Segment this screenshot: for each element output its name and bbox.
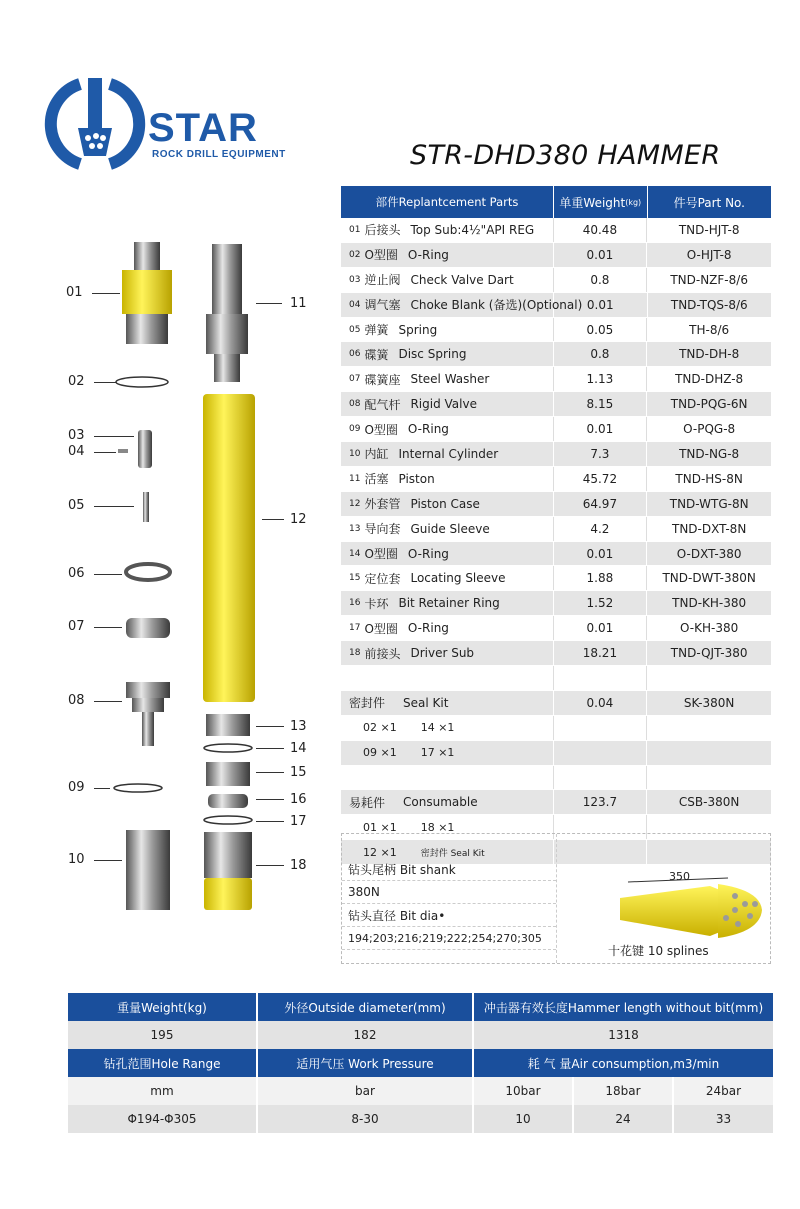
part-cn-name: 后接头 xyxy=(364,223,401,238)
rigid-valve-part xyxy=(126,682,170,746)
part-cn-name: 调气塞 xyxy=(364,298,401,313)
star-logo xyxy=(40,72,290,172)
bit-dia-label: 钻头直径 Bit dia• xyxy=(342,904,556,927)
spec-hole-range: Φ194-Φ305 xyxy=(68,1105,258,1133)
part-weight: 1.52 xyxy=(554,591,648,615)
part-label-17: 17 xyxy=(290,814,307,829)
part-label-06: 06 xyxy=(68,566,85,581)
part-no: TND-DHZ-8 xyxy=(675,372,744,387)
choke-blank-part xyxy=(118,449,128,453)
spec-header-row xyxy=(68,993,773,1021)
leader-line xyxy=(256,865,284,866)
part-name-cell xyxy=(341,591,554,615)
table-row xyxy=(341,566,771,591)
part-number: 17 xyxy=(349,623,361,634)
part-cn-name: 碟簧 xyxy=(364,347,389,362)
part-cn-name: 内缸 xyxy=(364,447,389,462)
leader-line xyxy=(94,506,134,507)
parts-table xyxy=(341,186,771,865)
leader-line xyxy=(256,772,284,773)
part-weight: 0.01 xyxy=(554,616,648,640)
part-en-name: Steel Washer xyxy=(410,372,490,387)
part-number: 04 xyxy=(349,299,361,310)
part-number: 07 xyxy=(349,374,361,385)
table-row xyxy=(341,342,771,367)
part-cn-name: 逆止阀 xyxy=(364,273,401,288)
part-name-cell xyxy=(341,641,554,665)
table-row xyxy=(341,442,771,467)
part-name-cell xyxy=(341,218,554,242)
leader-line xyxy=(94,788,110,789)
leader-line xyxy=(94,627,122,628)
part-number: 10 xyxy=(349,448,361,459)
part-label-11: 11 xyxy=(290,296,307,311)
part-number: 03 xyxy=(349,274,361,285)
part-name-cell xyxy=(341,517,554,541)
part-name-cell xyxy=(341,467,554,491)
part-cn-name: 前接头 xyxy=(364,646,401,661)
part-weight: 4.2 xyxy=(554,517,648,541)
table-row xyxy=(341,268,771,293)
table-row xyxy=(341,766,771,791)
part-weight: 0.01 xyxy=(554,293,648,317)
part-en-name: Piston Case xyxy=(410,496,480,511)
part-no: TND-HJT-8 xyxy=(678,222,740,237)
table-row xyxy=(341,467,771,492)
part-number: 08 xyxy=(349,399,361,410)
part-en-name: Piston xyxy=(398,471,435,486)
part-cn-name: 弹簧 xyxy=(364,323,389,337)
part-cn-name: O型圈 xyxy=(364,248,398,263)
leader-line xyxy=(256,726,284,727)
drill-bit-image xyxy=(610,870,770,940)
table-row xyxy=(341,591,771,616)
part-en-name: Locating Sleeve xyxy=(410,571,506,586)
check-valve-part xyxy=(138,430,152,468)
spec-header-pressure: 适用气压 Work Pressure xyxy=(258,1049,474,1077)
part-no: O-KH-380 xyxy=(680,621,739,636)
part-label-09: 09 xyxy=(68,780,85,795)
spec-air-24bar: 33 xyxy=(674,1105,773,1133)
spring-part xyxy=(143,492,149,522)
part-label-01: 01 xyxy=(66,285,83,300)
part-en-name: Driver Sub xyxy=(410,646,475,661)
spec-length: 1318 xyxy=(474,1021,773,1049)
part-weight: 45.72 xyxy=(554,467,648,491)
part-weight: 18.21 xyxy=(554,641,648,665)
spec-unit: bar xyxy=(258,1077,474,1105)
logo-tagline: ROCK DRILL EQUIPMENT xyxy=(152,149,286,160)
part-name-cell xyxy=(341,367,554,391)
leader-line xyxy=(256,748,284,749)
part-label-05: 05 xyxy=(68,498,85,513)
part-number: 06 xyxy=(349,349,361,360)
part-en-name: Check Valve Dart xyxy=(410,272,514,287)
part-no: TH-8/6 xyxy=(689,322,730,337)
part-label-03: 03 xyxy=(68,428,85,443)
o-ring-part xyxy=(116,377,168,387)
part-en-name: Rigid Valve xyxy=(410,397,477,412)
part-weight: 40.48 xyxy=(554,218,648,242)
table-row xyxy=(341,367,771,392)
part-en-name: O-Ring xyxy=(407,247,449,262)
table-row xyxy=(341,641,771,666)
table-row xyxy=(341,318,771,343)
table-row xyxy=(341,392,771,417)
part-number: 05 xyxy=(349,324,361,335)
part-cn-name: 卡环 xyxy=(364,596,389,611)
part-number: 14 xyxy=(349,548,361,559)
spec-unit: mm xyxy=(68,1077,258,1105)
bit-shank-label: 钻头尾柄 Bit shank xyxy=(342,858,556,881)
spec-unit-row xyxy=(68,1077,773,1105)
piston-case-part xyxy=(203,394,255,702)
part-en-name: Choke Blank (备选)(Optional) xyxy=(410,298,583,313)
leader-line xyxy=(94,452,116,453)
bit-splines-label: 十花键 10 splines xyxy=(608,944,709,958)
part-label-15: 15 xyxy=(290,765,307,780)
part-no: TND-DWT-380N xyxy=(662,571,756,586)
part-weight: 0.01 xyxy=(554,542,648,566)
spec-air-10bar: 10 xyxy=(474,1105,574,1133)
driver-sub-part xyxy=(204,832,252,910)
spec-table xyxy=(68,993,773,1133)
part-cn-name: O型圈 xyxy=(364,621,398,636)
part-number: 11 xyxy=(349,473,361,484)
part-name-cell xyxy=(341,342,554,366)
spec-pressure: 8-30 xyxy=(258,1105,474,1133)
part-no: TND-PQG-6N xyxy=(670,397,748,412)
parts-table-header xyxy=(341,186,771,218)
leader-line xyxy=(94,382,116,383)
spec-header-diameter: 外径Outside diameter(mm) xyxy=(258,993,474,1021)
spec-header-length: 冲击器有效长度Hammer length without bit(mm) xyxy=(474,993,773,1021)
part-no: TND-HS-8N xyxy=(675,471,743,486)
part-no: TND-NG-8 xyxy=(679,446,740,461)
seal-kit-en: Seal Kit xyxy=(403,695,449,710)
parts-rows xyxy=(341,218,771,666)
o-ring-part xyxy=(204,816,252,824)
part-cn-name: O型圈 xyxy=(364,422,398,437)
seal-kit-row xyxy=(341,691,771,716)
part-label-14: 14 xyxy=(290,741,307,756)
part-en-name: Bit Retainer Ring xyxy=(398,596,500,611)
part-number: 16 xyxy=(349,598,361,609)
part-label-12: 12 xyxy=(290,512,307,527)
part-en-name: Spring xyxy=(398,322,438,337)
part-en-name: Disc Spring xyxy=(398,347,467,362)
part-no: O-PQG-8 xyxy=(683,422,736,437)
part-weight: 0.01 xyxy=(554,417,648,441)
part-name-cell xyxy=(341,417,554,441)
part-number: 02 xyxy=(349,249,361,260)
part-name-cell xyxy=(341,392,554,416)
consumable-item: 18 ×1 xyxy=(420,820,455,834)
spec-unit: 18bar xyxy=(574,1077,674,1105)
part-cn-name: 活塞 xyxy=(364,472,389,487)
seal-kit-item: 09 ×1 xyxy=(363,746,397,760)
part-weight: 1.13 xyxy=(554,367,648,391)
steel-washer-part xyxy=(126,618,170,638)
leader-line xyxy=(94,860,122,861)
logo-name: STAR xyxy=(148,106,258,150)
part-weight: 0.8 xyxy=(554,268,648,292)
bit-dimension: 350 xyxy=(669,870,690,883)
part-label-08: 08 xyxy=(68,693,85,708)
part-label-13: 13 xyxy=(290,719,307,734)
spec-unit: 10bar xyxy=(474,1077,574,1105)
table-row xyxy=(341,517,771,542)
part-name-cell xyxy=(341,268,554,292)
header-part-no: 件号Part No. xyxy=(673,195,745,210)
consumable-item: 12 ×1 xyxy=(363,845,397,859)
table-row xyxy=(341,243,771,268)
table-row xyxy=(341,492,771,517)
locating-sleeve-part xyxy=(206,762,250,786)
part-number: 09 xyxy=(349,424,361,435)
leader-line xyxy=(94,701,122,702)
part-cn-name: 定位套 xyxy=(364,571,401,586)
exploded-parts-diagram xyxy=(0,230,340,930)
o-ring-part xyxy=(114,784,162,792)
table-row xyxy=(341,218,771,243)
bit-shank-value: 380N xyxy=(342,881,556,904)
spec-value-row xyxy=(68,1105,773,1133)
table-row xyxy=(341,542,771,567)
header-weight xyxy=(554,186,648,218)
disc-spring-part xyxy=(126,564,170,580)
part-no: O-HJT-8 xyxy=(686,247,732,262)
part-weight: 0.05 xyxy=(554,318,648,342)
bit-dia-value: 194;203;216;219;222;254;270;305 xyxy=(342,927,556,950)
part-no: TND-QJT-380 xyxy=(670,646,748,661)
spec-header-row xyxy=(68,1049,773,1077)
part-en-name: Top Sub:4½"API REG xyxy=(410,222,535,237)
leader-line xyxy=(92,293,120,294)
part-number: 18 xyxy=(349,648,361,659)
spec-header-air: 耗 气 量Air consumption,m3/min xyxy=(474,1049,773,1077)
part-cn-name: 碟簧座 xyxy=(364,372,401,387)
part-en-name: Internal Cylinder xyxy=(398,446,499,461)
page-title: STR-DHD380 HAMMER xyxy=(410,140,721,171)
part-number: 13 xyxy=(349,523,361,534)
consumable-cn: 易耗件 xyxy=(349,795,386,810)
drill-bit-logo-icon xyxy=(40,72,150,172)
table-row xyxy=(341,293,771,318)
part-name-cell xyxy=(341,442,554,466)
part-cn-name: 配气杆 xyxy=(364,397,401,412)
part-no: TND-WTG-8N xyxy=(669,496,749,511)
bit-retainer-ring-part xyxy=(208,794,248,808)
part-no: TND-DXT-8N xyxy=(672,521,747,536)
part-cn-name: O型圈 xyxy=(364,547,398,562)
part-label-07: 07 xyxy=(68,619,85,634)
part-no: TND-NZF-8/6 xyxy=(670,272,748,287)
top-sub-part xyxy=(122,242,172,344)
table-row xyxy=(341,666,771,691)
part-label-02: 02 xyxy=(68,374,85,389)
spec-value-row xyxy=(68,1021,773,1049)
table-row xyxy=(341,716,771,741)
consumable-item: 01 ×1 xyxy=(363,820,397,834)
piston-part xyxy=(206,244,248,382)
part-cn-name: 外套管 xyxy=(364,497,401,512)
table-row xyxy=(341,616,771,641)
leader-line xyxy=(256,821,284,822)
spec-header-hole-range: 钻孔范围Hole Range xyxy=(68,1049,258,1077)
guide-sleeve-part xyxy=(206,714,250,736)
consumable-row xyxy=(341,790,771,815)
part-no: TND-TQS-8/6 xyxy=(670,297,748,312)
consumable-en: Consumable xyxy=(403,795,478,810)
table-row xyxy=(341,417,771,442)
leader-line xyxy=(94,436,134,437)
part-name-cell xyxy=(341,318,554,342)
part-no: O-DXT-380 xyxy=(676,546,742,561)
leader-line xyxy=(94,574,122,575)
part-weight: 64.97 xyxy=(554,492,648,516)
part-weight: 0.01 xyxy=(554,243,648,267)
part-label-04: 04 xyxy=(68,444,85,459)
spec-weight: 195 xyxy=(68,1021,258,1049)
part-en-name: O-Ring xyxy=(407,546,449,561)
part-weight: 7.3 xyxy=(554,442,648,466)
part-label-16: 16 xyxy=(290,792,307,807)
spec-header-weight: 重量Weight(kg) xyxy=(68,993,258,1021)
part-en-name: O-Ring xyxy=(407,621,449,636)
seal-kit-item: 17 ×1 xyxy=(420,746,455,760)
header-weight-unit: (kg) xyxy=(625,197,642,207)
header-weight-label: 单重Weight xyxy=(559,195,626,210)
part-no: TND-KH-380 xyxy=(672,596,747,611)
spec-diameter: 182 xyxy=(258,1021,474,1049)
table-row xyxy=(341,741,771,766)
o-ring-part xyxy=(204,744,252,752)
part-label-18: 18 xyxy=(290,858,307,873)
part-cn-name: 导向套 xyxy=(364,522,401,537)
consumable-part-no: CSB-380N xyxy=(678,795,740,810)
part-en-name: Guide Sleeve xyxy=(410,521,490,536)
leader-line xyxy=(262,519,284,520)
part-number: 01 xyxy=(349,224,361,235)
part-number: 12 xyxy=(349,498,361,509)
seal-kit-cn: 密封件 xyxy=(349,696,386,711)
divider xyxy=(556,834,558,963)
seal-kit-item: 14 ×1 xyxy=(420,721,455,735)
part-name-cell xyxy=(341,243,554,267)
seal-kit-part-no: SK-380N xyxy=(683,695,735,710)
part-weight: 8.15 xyxy=(554,392,648,416)
part-no: TND-DH-8 xyxy=(679,347,740,362)
part-name-cell xyxy=(341,492,554,516)
part-weight: 1.88 xyxy=(554,566,648,590)
part-name-cell xyxy=(341,542,554,566)
leader-line xyxy=(256,303,282,304)
part-name-cell xyxy=(341,566,554,590)
part-en-name: O-Ring xyxy=(407,422,449,437)
part-label-10: 10 xyxy=(68,852,85,867)
part-name-cell xyxy=(341,293,583,317)
seal-kit-item: 02 ×1 xyxy=(363,721,397,735)
seal-kit-weight: 0.04 xyxy=(554,691,648,715)
part-name-cell xyxy=(341,616,554,640)
header-part: 部件Replantcement Parts xyxy=(341,186,554,218)
consumable-weight: 123.7 xyxy=(554,790,648,814)
leader-line xyxy=(256,799,284,800)
spec-air-18bar: 24 xyxy=(574,1105,674,1133)
consumable-item: 密封件 Seal Kit xyxy=(420,848,485,859)
internal-cylinder-part xyxy=(126,830,170,910)
part-number: 15 xyxy=(349,573,361,584)
spec-unit: 24bar xyxy=(674,1077,773,1105)
part-weight: 0.8 xyxy=(554,342,648,366)
